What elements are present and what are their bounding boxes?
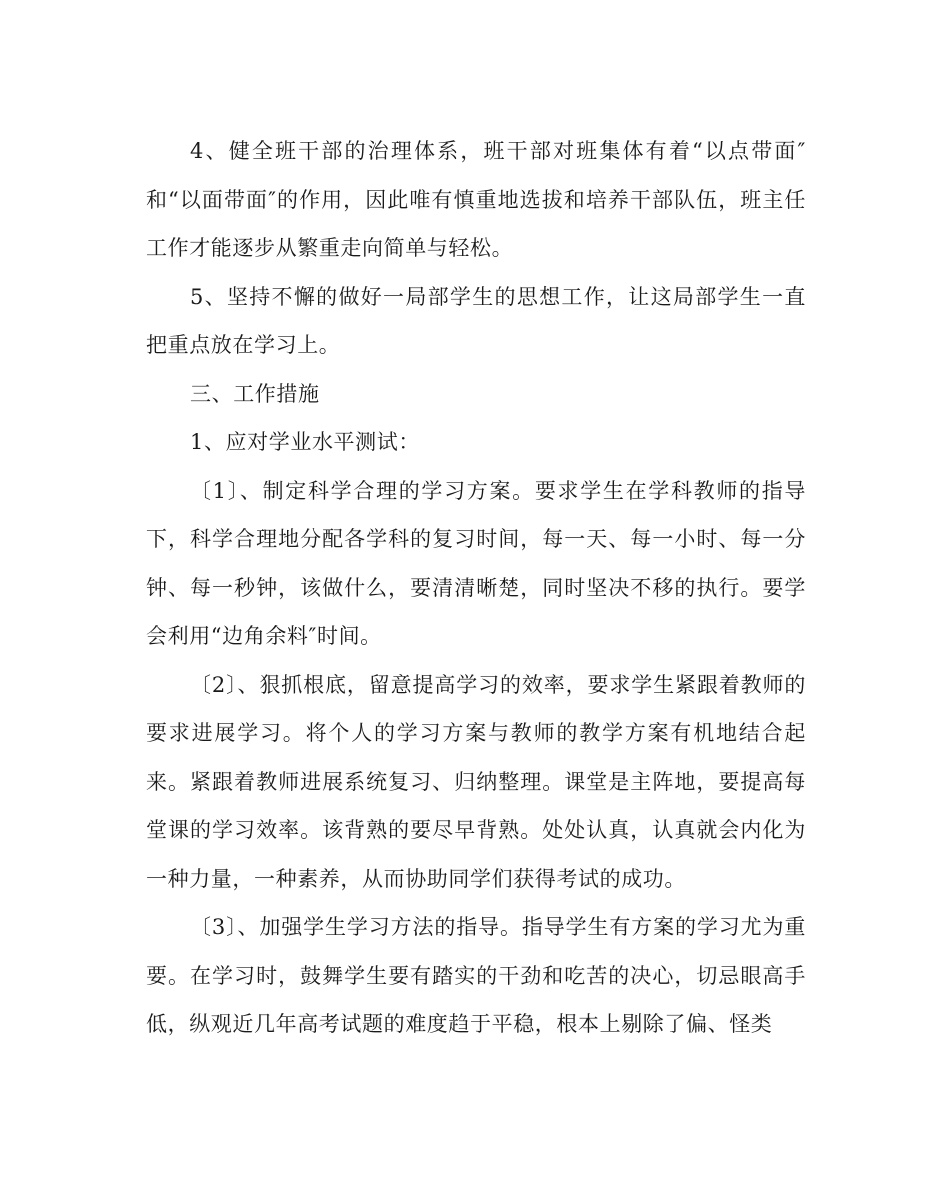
paragraph-fundamentals-efficiency: 〔2〕、狠抓根底，留意提高学习的效率，要求学生紧跟着教师的要求进展学习。将个人的学习方案与教师的教学方案有机地结合起来。紧跟着教师进展系统复习、归纳整理。课堂是主阵地，要提高每堂课的学习效率。该背熟的要尽早背熟。处处认真，认真就会内化为一种力量，一种素养，从而协助同学们获得考试的成功。 (146, 672, 806, 891)
paragraph-student-thought-work: 5、坚持不懈的做好一局部学生的思想工作，让这局部学生一直把重点放在学习上。 (146, 284, 806, 357)
paragraph-study-method-guidance: 〔3〕、加强学生学习方法的指导。指导学生有方案的学习尤为重要。在学习时，鼓舞学生要有踏实的干劲和吃苦的决心，切忌眼高手低，纵观近几年高考试题的难度趋于平稳，根本上剔除了偏、怪类 (146, 915, 806, 1036)
paragraph-study-plan: 〔1〕、制定科学合理的学习方案。要求学生在学科教师的指导下，科学合理地分配各学科的复习时间，每一天、每一小时、每一分钟、每一秒钟，该做什么，要清清晰楚，同时坚决不移的执行。要学会利用“边角余料″时间。 (146, 478, 806, 648)
paragraph-cadre-system: 4、健全班干部的治理体系，班干部对班集体有着“以点带面″和“以面带面″的作用，因此唯有慎重地选拔和培养干部队伍，班主任工作才能逐步从繁重走向简单与轻松。 (146, 139, 806, 260)
subheading-proficiency-test: 1、应对学业水平测试： (190, 430, 420, 454)
document-body (146, 127, 806, 1049)
section-heading-work-measures: 三、工作措施 (190, 381, 320, 406)
